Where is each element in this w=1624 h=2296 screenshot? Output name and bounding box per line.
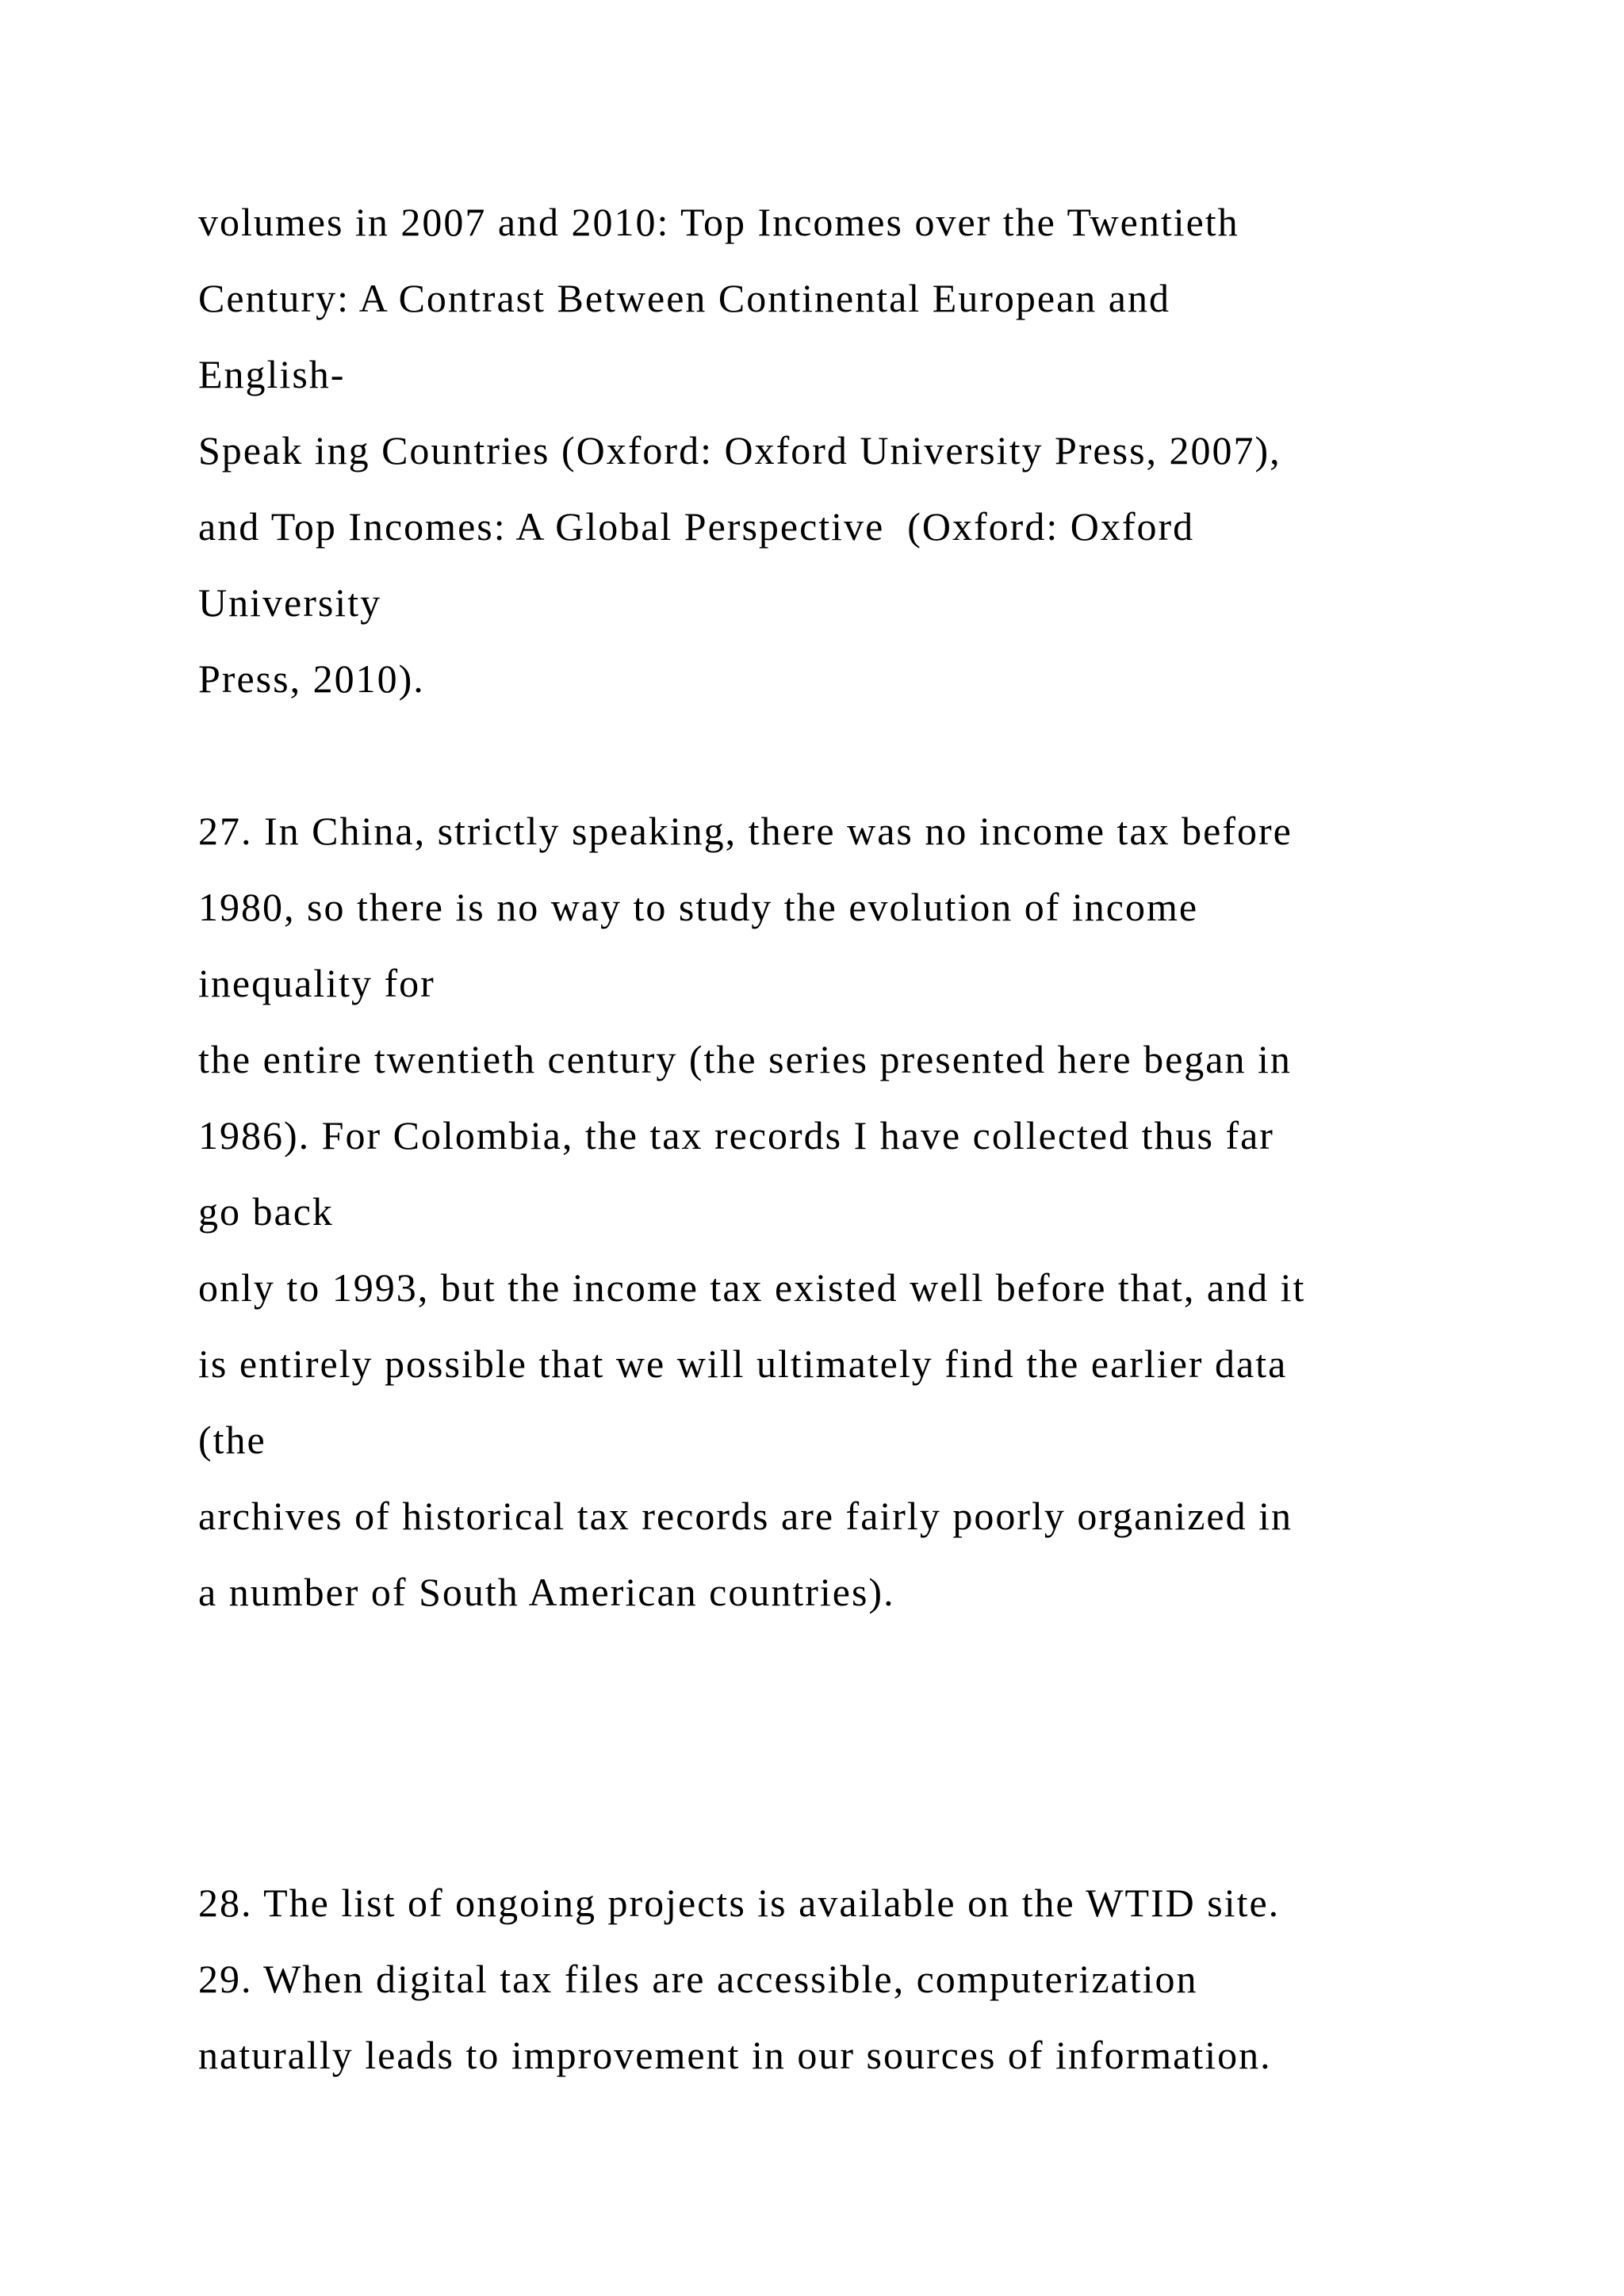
text-line: Speak ing Countries (Oxford: Oxford University Press, 2007), (198, 428, 1281, 473)
footnote-29-line: 29. When digital tax files are accessible, computerization (198, 1957, 1198, 2001)
footnote-29-line: naturally leads to improvement in our sources of information. (198, 2033, 1272, 2077)
text-line: Century: A Contrast Between Continental European and (198, 276, 1170, 320)
footnote-27-line: is entirely possible that we will ultimately find the earlier data (198, 1341, 1288, 1386)
footnote-27-line: 1986). For Colombia, the tax records I have collected thus far (198, 1113, 1274, 1158)
footnote-27-line: archives of historical tax records are fairly poorly organized in (198, 1494, 1293, 1538)
footnote-27-line: 27. In China, strictly speaking, there was no income tax before (198, 809, 1293, 853)
footnote-27-line: only to 1993, but the income tax existed well before that, and it (198, 1265, 1306, 1310)
text-line: and Top Incomes: A Global Perspective (Oxford: Oxford (198, 504, 1195, 549)
footnote-27-line: 1980, so there is no way to study the evolution of income (198, 885, 1199, 929)
text-line: English- (198, 352, 346, 396)
footnote-27-line: (the (198, 1418, 266, 1462)
text-line: Press, 2010). (198, 656, 425, 701)
footnote-28-line: 28. The list of ongoing projects is available on the WTID site. (198, 1881, 1281, 1925)
footnote-27-line: a number of South American countries). (198, 1570, 895, 1614)
footnote-27-line: go back (198, 1189, 334, 1234)
footnote-27-line: the entire twentieth century (the series presented here began in (198, 1037, 1292, 1081)
text-line: volumes in 2007 and 2010: Top Incomes over the Twentieth (198, 200, 1239, 244)
text-line: University (198, 580, 382, 625)
footnote-27-line: inequality for (198, 961, 435, 1005)
